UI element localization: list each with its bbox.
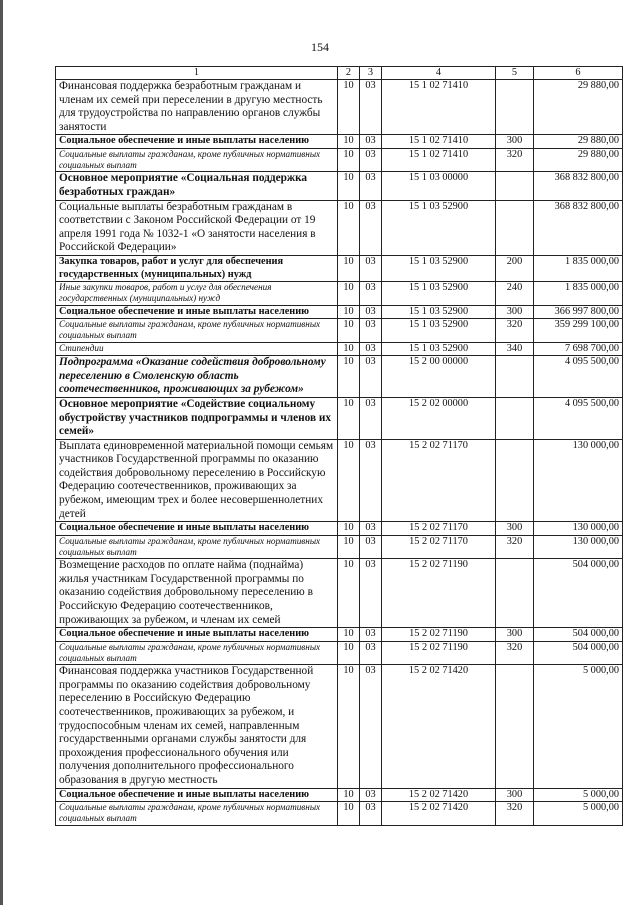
row-expense-type-cell: 200	[496, 255, 534, 281]
row-amount-cell: 130 000,00	[534, 439, 623, 522]
row-section-cell: 10	[338, 628, 360, 642]
row-name-cell: Социальное обеспечение и иные выплаты населению	[56, 788, 338, 802]
row-subsection-cell: 03	[360, 559, 382, 628]
row-expense-type-cell: 320	[496, 802, 534, 825]
row-amount-cell: 368 832 800,00	[534, 200, 623, 255]
row-section-cell: 10	[338, 255, 360, 281]
row-section-cell: 10	[338, 356, 360, 398]
row-section-cell: 10	[338, 559, 360, 628]
table-row	[56, 172, 623, 200]
scan-edge-shadow	[0, 0, 3, 905]
row-expense-type-cell: 300	[496, 135, 534, 149]
row-target-code-cell: 15 1 02 71410	[382, 80, 496, 135]
row-subsection-cell: 03	[360, 200, 382, 255]
row-amount-cell: 29 880,00	[534, 80, 623, 135]
row-subsection-cell: 03	[360, 802, 382, 825]
row-section-cell: 10	[338, 641, 360, 664]
row-expense-type-cell: 320	[496, 148, 534, 171]
row-amount-cell: 504 000,00	[534, 559, 623, 628]
row-target-code-cell: 15 2 02 71190	[382, 641, 496, 664]
row-target-code-cell: 15 1 02 71410	[382, 135, 496, 149]
row-target-code-cell: 15 2 02 71420	[382, 665, 496, 788]
row-amount-cell: 130 000,00	[534, 535, 623, 558]
row-subsection-cell: 03	[360, 788, 382, 802]
row-expense-type-cell: 300	[496, 305, 534, 319]
table-row	[56, 802, 623, 825]
row-name-cell: Выплата единовременной материальной помощи семьям участников Государственной программы по оказанию содействия добровольному переселению в Российскую Федерацию соотечественников, проживающих за рубежом, имеющим трех и более несовершеннолетних детей	[56, 439, 338, 522]
row-name-cell: Социальные выплаты гражданам, кроме публичных нормативных социальных выплат	[56, 641, 338, 664]
row-target-code-cell: 15 1 03 52900	[382, 255, 496, 281]
row-section-cell: 10	[338, 148, 360, 171]
row-name-cell: Социальные выплаты гражданам, кроме публичных нормативных социальных выплат	[56, 535, 338, 558]
row-target-code-cell: 15 1 03 52900	[382, 282, 496, 305]
table-row	[56, 319, 623, 342]
row-name-cell: Основное мероприятие «Содействие социальному обустройству участников подпрограммы и членов их семей»	[56, 397, 338, 439]
row-amount-cell: 366 997 800,00	[534, 305, 623, 319]
page-number: 154	[311, 40, 329, 54]
row-target-code-cell: 15 2 02 71190	[382, 559, 496, 628]
row-subsection-cell: 03	[360, 356, 382, 398]
row-section-cell: 10	[338, 665, 360, 788]
table-row	[56, 439, 623, 522]
row-subsection-cell: 03	[360, 665, 382, 788]
row-target-code-cell: 15 2 02 71170	[382, 439, 496, 522]
row-name-cell: Социальное обеспечение и иные выплаты населению	[56, 135, 338, 149]
row-section-cell: 10	[338, 535, 360, 558]
row-target-code-cell: 15 2 02 71420	[382, 788, 496, 802]
row-amount-cell: 368 832 800,00	[534, 172, 623, 200]
table-row	[56, 628, 623, 642]
row-amount-cell: 1 835 000,00	[534, 255, 623, 281]
row-name-cell: Социальные выплаты безработным гражданам в соответствии с Законом Российской Федерации от 19 апреля 1991 года № 1032-1 «О занятости населения в Российской Федерации»	[56, 200, 338, 255]
row-expense-type-cell: 300	[496, 628, 534, 642]
row-amount-cell: 1 835 000,00	[534, 282, 623, 305]
row-amount-cell: 29 880,00	[534, 148, 623, 171]
budget-table	[55, 66, 623, 826]
table-row	[56, 665, 623, 788]
row-target-code-cell: 15 2 02 00000	[382, 397, 496, 439]
row-amount-cell: 504 000,00	[534, 628, 623, 642]
row-name-cell: Возмещение расходов по оплате найма (поднайма) жилья участникам Государственной программы по оказанию содействия добровольному переселению в Российскую Федерацию соотечественников, проживающих за рубежом, и членам их семей	[56, 559, 338, 628]
header-col-5: 5	[496, 67, 534, 80]
table-row	[56, 80, 623, 135]
row-section-cell: 10	[338, 305, 360, 319]
row-name-cell: Социальные выплаты гражданам, кроме публичных нормативных социальных выплат	[56, 802, 338, 825]
table-row	[56, 282, 623, 305]
row-name-cell: Социальные выплаты гражданам, кроме публичных нормативных социальных выплат	[56, 319, 338, 342]
row-amount-cell: 4 095 500,00	[534, 356, 623, 398]
row-subsection-cell: 03	[360, 135, 382, 149]
table-row	[56, 522, 623, 536]
row-section-cell: 10	[338, 342, 360, 356]
row-target-code-cell: 15 1 03 00000	[382, 172, 496, 200]
row-name-cell: Стипендии	[56, 342, 338, 356]
row-subsection-cell: 03	[360, 319, 382, 342]
row-expense-type-cell	[496, 80, 534, 135]
table-row	[56, 305, 623, 319]
row-section-cell: 10	[338, 319, 360, 342]
row-expense-type-cell	[496, 559, 534, 628]
row-section-cell: 10	[338, 135, 360, 149]
row-subsection-cell: 03	[360, 522, 382, 536]
row-target-code-cell: 15 1 03 52900	[382, 319, 496, 342]
row-target-code-cell: 15 2 02 71420	[382, 802, 496, 825]
row-subsection-cell: 03	[360, 80, 382, 135]
row-expense-type-cell	[496, 439, 534, 522]
row-section-cell: 10	[338, 282, 360, 305]
row-expense-type-cell: 320	[496, 535, 534, 558]
row-name-cell: Иные закупки товаров, работ и услуг для обеспечения государственных (муниципальных) нужд	[56, 282, 338, 305]
row-subsection-cell: 03	[360, 641, 382, 664]
table-row	[56, 356, 623, 398]
row-name-cell: Социальное обеспечение и иные выплаты населению	[56, 305, 338, 319]
row-target-code-cell: 15 2 02 71190	[382, 628, 496, 642]
row-subsection-cell: 03	[360, 282, 382, 305]
row-expense-type-cell	[496, 200, 534, 255]
table-row	[56, 535, 623, 558]
header-col-6: 6	[534, 67, 623, 80]
table-row	[56, 148, 623, 171]
table-row	[56, 641, 623, 664]
row-section-cell: 10	[338, 439, 360, 522]
row-amount-cell: 5 000,00	[534, 665, 623, 788]
row-subsection-cell: 03	[360, 172, 382, 200]
table-row	[56, 200, 623, 255]
row-expense-type-cell: 320	[496, 319, 534, 342]
row-name-cell: Основное мероприятие «Социальная поддержка безработных граждан»	[56, 172, 338, 200]
row-amount-cell: 7 698 700,00	[534, 342, 623, 356]
row-section-cell: 10	[338, 80, 360, 135]
row-amount-cell: 5 000,00	[534, 802, 623, 825]
header-col-1: 1	[56, 67, 338, 80]
header-col-2: 2	[338, 67, 360, 80]
table-body	[56, 80, 623, 826]
row-target-code-cell: 15 1 03 52900	[382, 200, 496, 255]
row-section-cell: 10	[338, 802, 360, 825]
table-row	[56, 135, 623, 149]
row-target-code-cell: 15 1 02 71410	[382, 148, 496, 171]
row-target-code-cell: 15 2 02 71170	[382, 522, 496, 536]
row-subsection-cell: 03	[360, 628, 382, 642]
row-expense-type-cell: 340	[496, 342, 534, 356]
table-row	[56, 255, 623, 281]
row-name-cell: Социальное обеспечение и иные выплаты населению	[56, 628, 338, 642]
row-subsection-cell: 03	[360, 535, 382, 558]
header-col-4: 4	[382, 67, 496, 80]
row-subsection-cell: 03	[360, 255, 382, 281]
row-subsection-cell: 03	[360, 305, 382, 319]
row-section-cell: 10	[338, 172, 360, 200]
row-section-cell: 10	[338, 397, 360, 439]
row-name-cell: Финансовая поддержка безработным гражданам и членам их семей при переселении в другую местность для трудоустройства по направлению органов службы занятости	[56, 80, 338, 135]
row-target-code-cell: 15 2 00 00000	[382, 356, 496, 398]
row-expense-type-cell	[496, 397, 534, 439]
row-amount-cell: 130 000,00	[534, 522, 623, 536]
row-amount-cell: 29 880,00	[534, 135, 623, 149]
row-subsection-cell: 03	[360, 342, 382, 356]
row-section-cell: 10	[338, 522, 360, 536]
row-subsection-cell: 03	[360, 439, 382, 522]
row-name-cell: Финансовая поддержка участников Государственной программы по оказанию содействия добровольному переселению в Российскую Федерацию соотечественников, проживающих за рубежом, и трудоспособным членам их семей, направленным государственными органами службы занятости для прохождения профессионального обучения или получения дополнительного профессионального образования в другую местность	[56, 665, 338, 788]
row-target-code-cell: 15 2 02 71170	[382, 535, 496, 558]
row-target-code-cell: 15 1 03 52900	[382, 342, 496, 356]
row-name-cell: Социальное обеспечение и иные выплаты населению	[56, 522, 338, 536]
row-expense-type-cell: 300	[496, 788, 534, 802]
row-subsection-cell: 03	[360, 148, 382, 171]
row-section-cell: 10	[338, 788, 360, 802]
row-amount-cell: 4 095 500,00	[534, 397, 623, 439]
table-row	[56, 559, 623, 628]
table-header-row	[56, 67, 623, 80]
row-target-code-cell: 15 1 03 52900	[382, 305, 496, 319]
row-expense-type-cell	[496, 356, 534, 398]
row-expense-type-cell	[496, 172, 534, 200]
row-name-cell: Социальные выплаты гражданам, кроме публичных нормативных социальных выплат	[56, 148, 338, 171]
table-row	[56, 397, 623, 439]
row-name-cell: Подпрограмма «Оказание содействия добровольному переселению в Смоленскую область соотечественников, проживающих за рубежом»	[56, 356, 338, 398]
row-expense-type-cell: 300	[496, 522, 534, 536]
row-amount-cell: 504 000,00	[534, 641, 623, 664]
table-row	[56, 342, 623, 356]
header-col-3: 3	[360, 67, 382, 80]
row-expense-type-cell: 320	[496, 641, 534, 664]
row-expense-type-cell: 240	[496, 282, 534, 305]
row-amount-cell: 359 299 100,00	[534, 319, 623, 342]
row-expense-type-cell	[496, 665, 534, 788]
row-name-cell: Закупка товаров, работ и услуг для обеспечения государственных (муниципальных) нужд	[56, 255, 338, 281]
row-amount-cell: 5 000,00	[534, 788, 623, 802]
row-section-cell: 10	[338, 200, 360, 255]
table-row	[56, 788, 623, 802]
row-subsection-cell: 03	[360, 397, 382, 439]
